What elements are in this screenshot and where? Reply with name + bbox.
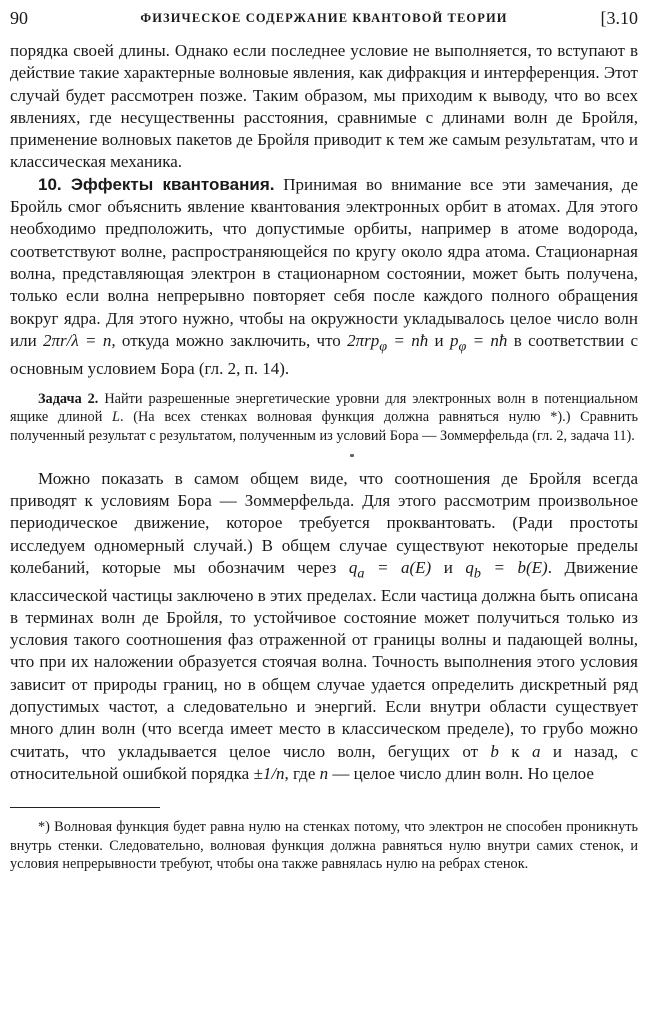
section-text: и (434, 330, 444, 350)
variable-a: a (531, 741, 541, 761)
problem-title: Задача 2. (38, 390, 99, 407)
running-title: ФИЗИЧЕСКОЕ СОДЕРЖАНИЕ КВАНТОВОЙ ТЕОРИИ (140, 11, 508, 25)
problem-text: . (На всех стенках волновая функция должна равняться нулю *).) Сравнить полученный результат с результатом, полученным из условий Бора — Зоммерфельда (гл. 2, задача 11). (10, 409, 638, 445)
formula-relative-error: ±1/n (253, 763, 285, 783)
main-text-2 (10, 468, 638, 786)
variable-n: n (319, 763, 329, 783)
section-text: Принимая во внимание все эти замечания, де Бройль смог объяснить явление квантования электронных орбит в атомах. Для этого необходимо предположить, что допустимые орбиты, например в атоме водорода, соответствуют волне, распространяющейся по кругу около ядра атома. Стационарная волна, представляющая электрон в стационарном состоянии, может быть получена, только если волна непрерывно повторяет себя после каждого полного обращения вокруг ядра. Для этого нужно, чтобы на окружности укладывалось целое число волн или (10, 174, 638, 350)
running-header (10, 6, 638, 32)
formula-qb: $q_b = b(E)$ (465, 557, 548, 582)
general-derivation-paragraph: Можно показать в самом общем виде, что соотношения де Бройля всегда приводят к условиям Бора — Зоммерфельда. Для этого рассмотрим произвольное периодическое движение, которое требуется проквантовать. (Ради простоты исследуем одномерный случай.) В общем случае существуют некоторые пределы колебаний, которые мы обозначим через $q_a = a(E)$ и $q_b = b(E)$. Движение классической частицы заключено в этих пределах. Если частица должна быть описана в терминах волн де Бройля, то устойчивое состояние может получиться только из условия такого соотношения фаз отраженной от границы волны и падающей волны, что при их наложении образуется стоячая волна. Точность выполнения этого условия зависит от природы границ, но в общем случае удается определить дискретный ряд допустимых частот, а следовательно и энергий. Если внутри области существует много длин волн (что всегда имеет место в классическом пределе), то грубо можно считать, что укладывается целое число волн, бегущих от b к a и назад, с относительной ошибкой порядка ±1/n, где n — целое число длин волн. Но целое (10, 468, 639, 783)
formula-bohr-condition: $p_\varphi$ = nħ (449, 330, 508, 355)
print-mark (10, 446, 638, 468)
main-text (10, 40, 638, 380)
variable-L: L (112, 409, 120, 426)
footnote-text: *) Волновая функция будет равна нулю на стенках потому, что электрон не способен проникнуть внутрь стенки. Следовательно, волновая функция должна равняться нулю внутри самих стенок, и условия непрерывности требуют, чтобы она также равнялась нулю на ребрах стенок. (10, 819, 638, 873)
section-reference: [3.10 (600, 8, 638, 28)
problem-block (10, 390, 638, 446)
section-text: в соответствии с основным условием Бора (гл. 2, п. 14). (10, 330, 639, 378)
problem-2 (10, 390, 638, 446)
footnote-rule (10, 807, 160, 808)
book-page (10, 6, 638, 874)
page-number: 90 (10, 8, 28, 28)
variable-b: b (490, 741, 499, 761)
paragraph-continuation: порядка своей длины. Однако если последнее условие не выполняется, то вступают в действие такие характерные волновые явления, как дифракция и интерференция. Этот случай будет рассмотрен позже. Таким образом, мы приходим к выводу, что во всех явлениях, где несущественны расстояния, сравнимые с длинами волн де Бройля, применение волновых пакетов де Бройля приводит к тем же самым результатам, что и классическая механика. (10, 41, 638, 172)
problem-text: Найти разрешенные энергетические уровни для электронных волн в потенциальном ящике длиной (10, 390, 638, 426)
section-text: откуда можно заключить, что (121, 330, 341, 350)
formula-angular-momentum: 2πrp$_\varphi$ = nħ (347, 330, 429, 355)
section-heading: 10. Эффекты квантования. (38, 174, 275, 194)
footnote (10, 818, 638, 874)
formula-wavelength-condition: 2πr/λ = n, (43, 330, 116, 350)
section-10-paragraph (10, 174, 638, 380)
formula-qa: $q_a = a(E)$ (348, 557, 432, 582)
